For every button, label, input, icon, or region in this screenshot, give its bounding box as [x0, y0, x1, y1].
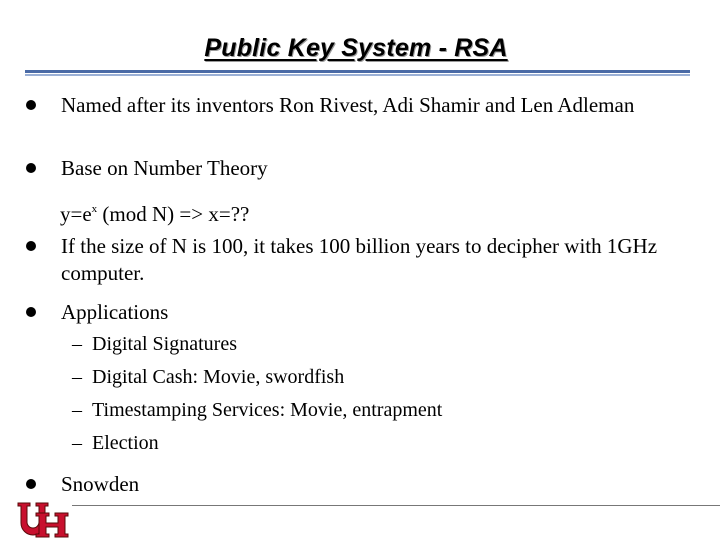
bullet-text: If the size of N is 100, it takes 100 billion years to decipher with 1GHz computer. [61, 234, 658, 285]
dash-marker: – [72, 399, 82, 421]
bullet-dot-icon [26, 479, 36, 489]
dash-marker: – [72, 333, 82, 355]
sub-list-item [72, 398, 442, 422]
bullet-item-security [26, 233, 658, 285]
bullet-dot-icon [26, 241, 36, 251]
bullet-dot-icon [26, 100, 36, 110]
bullet-item-applications [26, 299, 169, 324]
bullet-item-inventors [26, 92, 635, 117]
title-rule-dark [25, 70, 690, 73]
sub-list-item [72, 332, 237, 356]
uh-logo-icon [14, 499, 72, 541]
title-rule-light [25, 74, 690, 76]
bullet-dot-icon [26, 163, 36, 173]
sub-list-text: Timestamping Services: Movie, entrapment [92, 399, 443, 421]
formula-exponent: x [91, 203, 98, 215]
sub-list-text: Election [92, 432, 159, 454]
slide-title: Public Key System - RSA [204, 34, 508, 62]
sub-list-item [72, 365, 344, 389]
sub-list-text: Digital Cash: Movie, swordfish [92, 366, 345, 388]
bullet-text: Base on Number Theory [61, 156, 268, 180]
bullet-item-number-theory [26, 155, 268, 180]
title-rule [25, 70, 690, 76]
bullet-text: Named after its inventors Ron Rivest, Adi Shamir and Len Adleman [61, 93, 635, 117]
dash-marker: – [72, 432, 82, 454]
sub-list-item [72, 431, 159, 455]
formula-prefix: y=e [60, 202, 92, 226]
footer-rule [72, 505, 720, 506]
sub-list-text: Digital Signatures [92, 333, 237, 355]
bullet-dot-icon [26, 307, 36, 317]
formula-suffix: (mod N) => x=?? [97, 202, 250, 226]
formula-line [60, 196, 249, 228]
dash-marker: – [72, 366, 82, 388]
bullet-item-snowden [26, 471, 140, 496]
bullet-text: Snowden [61, 472, 140, 496]
bullet-text: Applications [61, 300, 169, 324]
